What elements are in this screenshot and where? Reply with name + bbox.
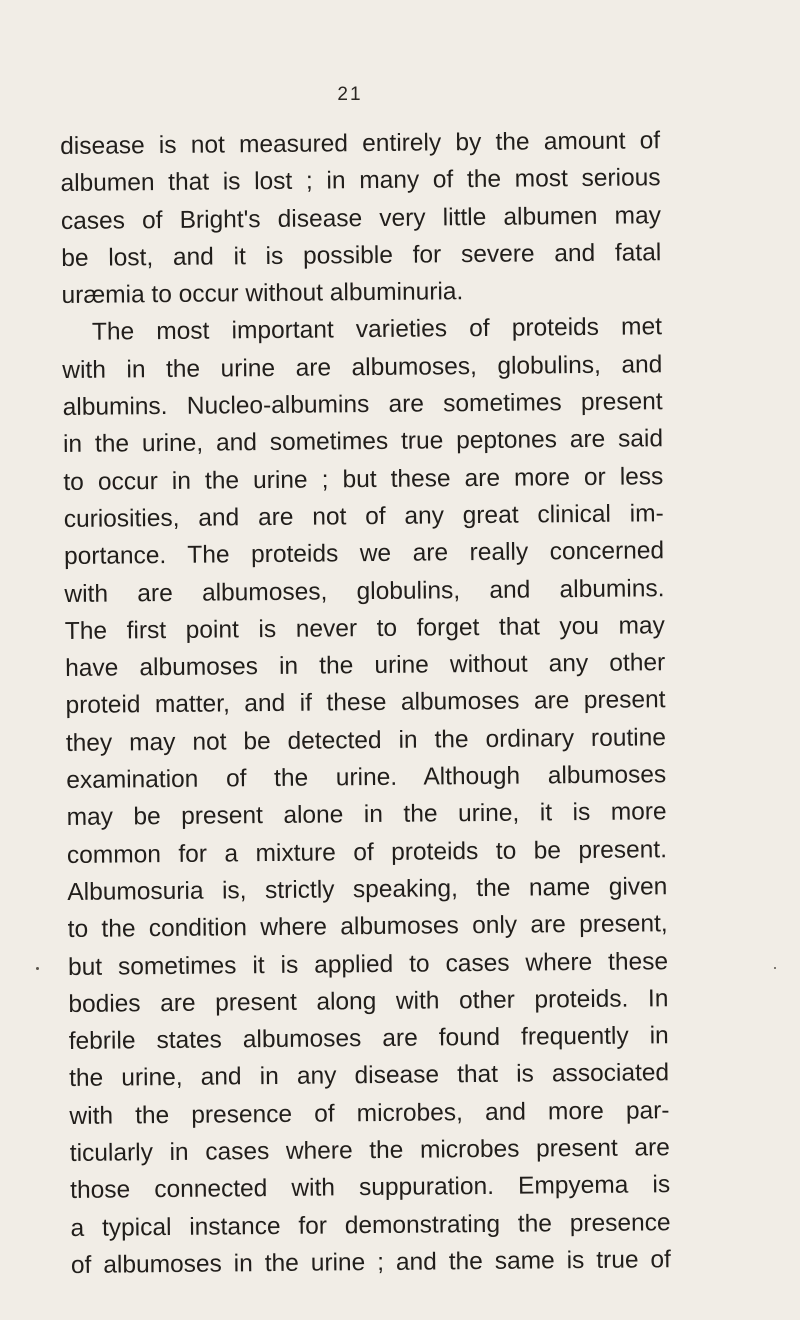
text-line: those connected with suppuration. Empyema is [70, 1171, 671, 1205]
text-line: cases of Bright's disease very little albumen may [60, 201, 661, 235]
text-line: in the urine, and sometimes true peptones are said [62, 425, 664, 459]
text-line: albumins. Nucleo-albumins are sometimes present [62, 388, 663, 422]
text-line: Albumosuria is, strictly speaking, the name given [67, 873, 668, 906]
text-line: disease is not measured entirely by the amount of [60, 127, 661, 160]
text-line: of albumoses in the urine ; and the same is true of [70, 1246, 672, 1279]
text-line: bodies are present along with other proteids. In [68, 985, 669, 1018]
text-line: with in the urine are albumoses, globulins, and [62, 351, 663, 384]
text-line: The most important varieties of proteids met [91, 313, 663, 347]
paper-speck [774, 967, 776, 969]
text-line: with are albumoses, globulins, and albumins. [64, 574, 665, 608]
text-line: portance. The proteids we are really concerned [63, 537, 665, 571]
text-line: a typical instance for demonstrating the presence [70, 1208, 671, 1242]
text-line: have albumoses in the urine without any other [65, 649, 666, 683]
text-line: ticularly in cases where the microbes present are [69, 1134, 670, 1167]
body-text [60, 122, 671, 1284]
text-line: to occur in the urine ; but these are more or less [63, 462, 664, 496]
text-line: may be present alone in the urine, it is more [66, 798, 667, 832]
text-line: be lost, and it is possible for severe and fatal [61, 239, 662, 272]
text-line: with the presence of microbes, and more par- [69, 1096, 670, 1130]
page-number: 21 [337, 84, 363, 105]
text-line: the urine, and in any disease that is associated [68, 1059, 670, 1093]
paper-speck [36, 967, 39, 970]
text-line: uræmia to occur without albuminuria. [61, 278, 464, 310]
text-line: examination of the urine. Although albumoses [66, 761, 667, 795]
text-line: albumen that is lost ; in many of the most serious [60, 164, 661, 198]
text-line: curiosities, and are not of any great clinical im- [63, 500, 664, 533]
text-line: but sometimes it is applied to cases where these [67, 947, 669, 981]
text-line: to the condition where albumoses only are present, [67, 910, 668, 944]
text-line: proteid matter, and if these albumoses are present [65, 686, 666, 720]
text-line: febrile states albumoses are found frequently in [68, 1022, 669, 1056]
text-line: common for a mixture of proteids to be present. [66, 835, 668, 869]
text-line: they may not be detected in the ordinary routine [65, 723, 667, 757]
text-line: The first point is never to forget that you may [64, 612, 665, 645]
